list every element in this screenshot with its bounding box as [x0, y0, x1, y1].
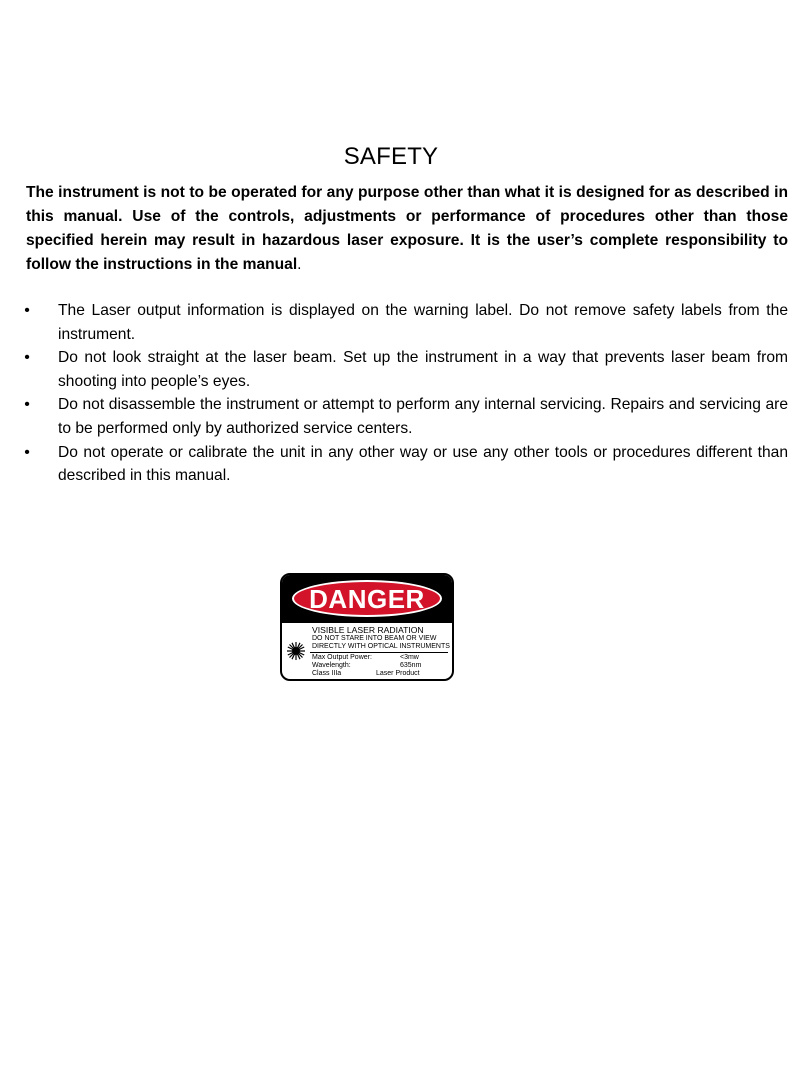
safety-bullet-list: [0, 299, 808, 488]
bullet-text: Do not disassemble the instrument or attempt to perform any internal servicing. Repairs and servicing are to be performed only by authorized service centers.: [58, 396, 788, 437]
max-power-label: Max Output Power:: [312, 654, 372, 661]
class-value: Laser Product: [376, 670, 420, 677]
label-heading: VISIBLE LASER RADIATION: [312, 625, 424, 635]
wavelength-label: Wavelength:: [312, 662, 351, 669]
laser-warning-label: [280, 573, 454, 681]
danger-header: DANGER: [292, 580, 442, 617]
bullet-text: The Laser output information is displayed on the warning label. Do not remove safety labels from the instrument.: [58, 302, 788, 343]
list-item: [0, 441, 788, 488]
list-item: [0, 299, 788, 346]
intro-trailing: .: [297, 256, 302, 273]
intro-bold-text: The instrument is not to be operated for any purpose other than what it is designed for as described in this manual. Use of the controls, adjustments or performance of procedures other than those specified herein may result in hazardous laser exposure. It is the user’s complete responsibility to follow the instructions in the manual: [26, 184, 788, 273]
label-header-band: [282, 575, 452, 623]
max-power-value: <3mw: [400, 654, 419, 661]
bullet-icon: •: [24, 302, 30, 319]
label-line-1: DO NOT STARE INTO BEAM OR VIEW: [312, 635, 437, 642]
label-line-2: DIRECTLY WITH OPTICAL INSTRUMENTS: [312, 643, 450, 650]
bullet-icon: •: [24, 349, 30, 367]
bullet-icon: •: [24, 443, 30, 461]
laser-starburst-icon: [286, 641, 306, 661]
intro-paragraph: [26, 181, 788, 277]
bullet-icon: •: [24, 396, 30, 414]
list-item: [0, 346, 788, 393]
page-title: SAFETY: [343, 143, 439, 170]
class-label: Class IIIa: [312, 670, 342, 677]
bullet-text: Do not operate or calibrate the unit in any other way or use any other tools or procedures different than described in this manual.: [58, 443, 788, 485]
wavelength-value: 635nm: [400, 662, 422, 669]
bullet-text: Do not look straight at the laser beam. Set up the instrument in a way that prevents laser beam from shooting into people’s eyes.: [58, 349, 788, 390]
label-divider: [310, 652, 448, 653]
list-item: [0, 393, 788, 440]
